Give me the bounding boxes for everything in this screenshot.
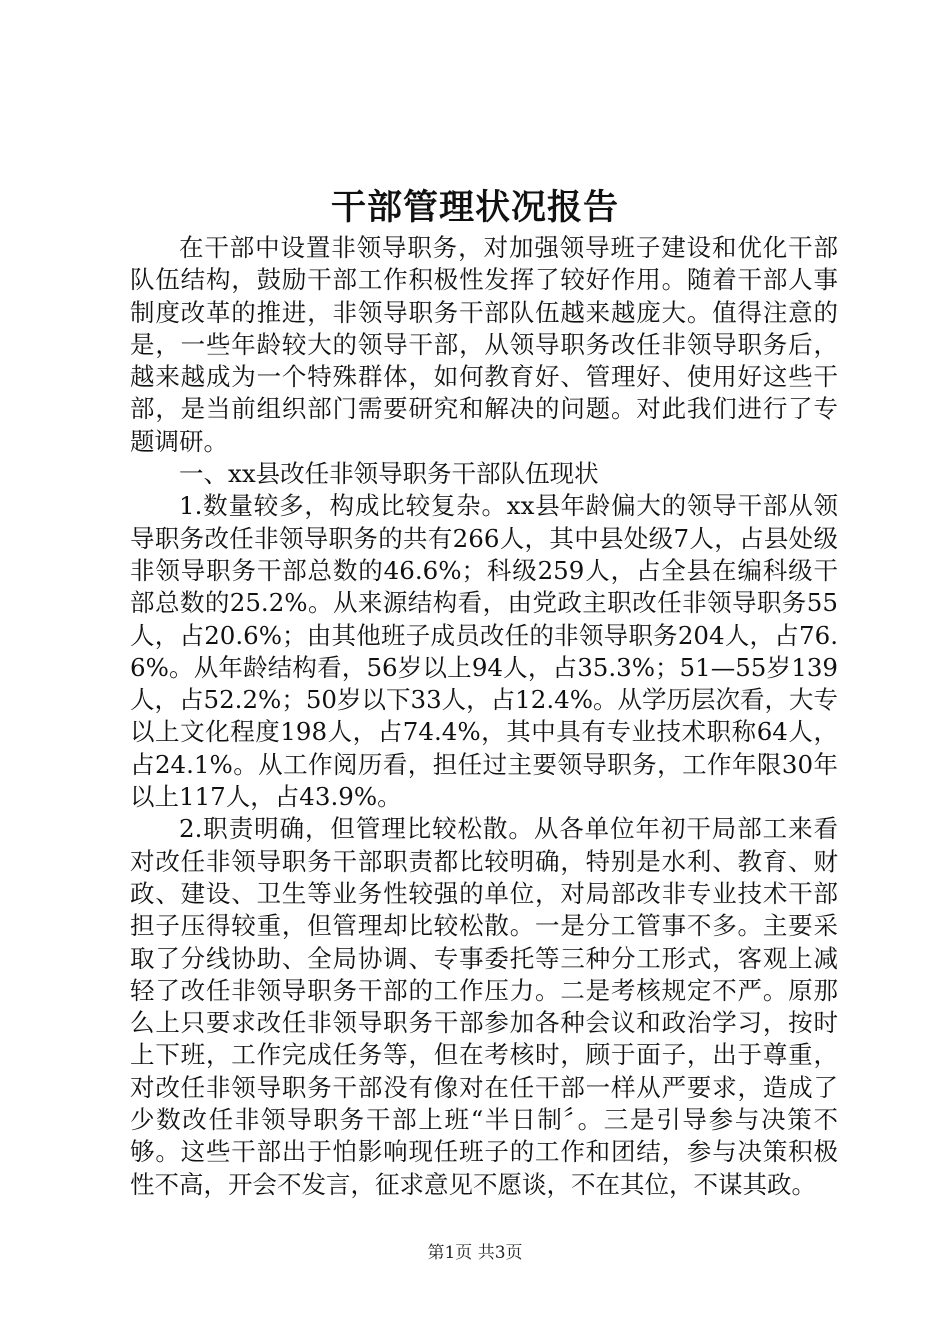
page-number: 第1页 共3页	[427, 1243, 523, 1263]
body-paragraph: 1.数量较多，构成比较复杂。xx县年龄偏大的领导干部从领导职务改任非领导职务的共有266人，其中县处级7人，占县处级非领导职务干部总数的46.6%；科级259人，占全县在编科级干部总数的25.2%。从来源结构看，由党政主职改任非领导职务55人，占20.6%；由其他班子成员改任的非领导职务204人，占76.6%。从年龄结构看，56岁以上94人，占35.3%；51—55岁139人，占52.2%；50岁以下33人，占12.4%。从学历层次看，大专以上文化程度198人，占74.4%，其中具有专业技术职称64人，占24.1%。从工作阅历看，担任过主要领导职务，工作年限30年以上117人，占43.9%。	[130, 491, 839, 812]
document-body	[130, 232, 838, 1201]
intro-paragraph: 在干部中设置非领导职务，对加强领导班子建设和优化干部队伍结构，鼓励干部工作积极性发挥了较好作用。随着干部人事制度改革的推进，非领导职务干部队伍越来越庞大。值得注意的是，一些年龄较大的领导干部，从领导职务改任非领导职务后，越来越成为一个特殊群体，如何教育好、管理好、使用好这些干部，是当前组织部门需要研究和解决的问题。对此我们进行了专题调研。	[130, 233, 838, 456]
section-heading: 一、xx县改任非领导职务干部队伍现状	[179, 459, 599, 489]
body-paragraph: 2.职责明确，但管理比较松散。从各单位年初干局部工来看对改任非领导职务干部职责都比较明确，特别是水利、教育、财政、建设、卫生等业务性较强的单位，对局部改非专业技术干部担子压得较重，但管理却比较松散。一是分工管事不多。主要采取了分线协助、全局协调、专事委托等三种分工形式，客观上减轻了改任非领导职务干部的工作压力。二是考核规定不严。原那么上只要求改任非领导职务干部参加各种会议和政治学习，按时上下班，工作完成任务等，但在考核时，顾于面子，出于尊重，对改任非领导职务干部没有像对在任干部一样从严要求，造成了少数改任非领导职务干部上班“半日制〞。三是引导参与决策不够。这些干部出于怕影响现任班子的工作和团结，参与决策积极性不高，开会不发言，征求意见不愿谈，不在其位，不谋其政。	[130, 814, 838, 1199]
document-title: 干部管理状况报告	[330, 187, 619, 228]
